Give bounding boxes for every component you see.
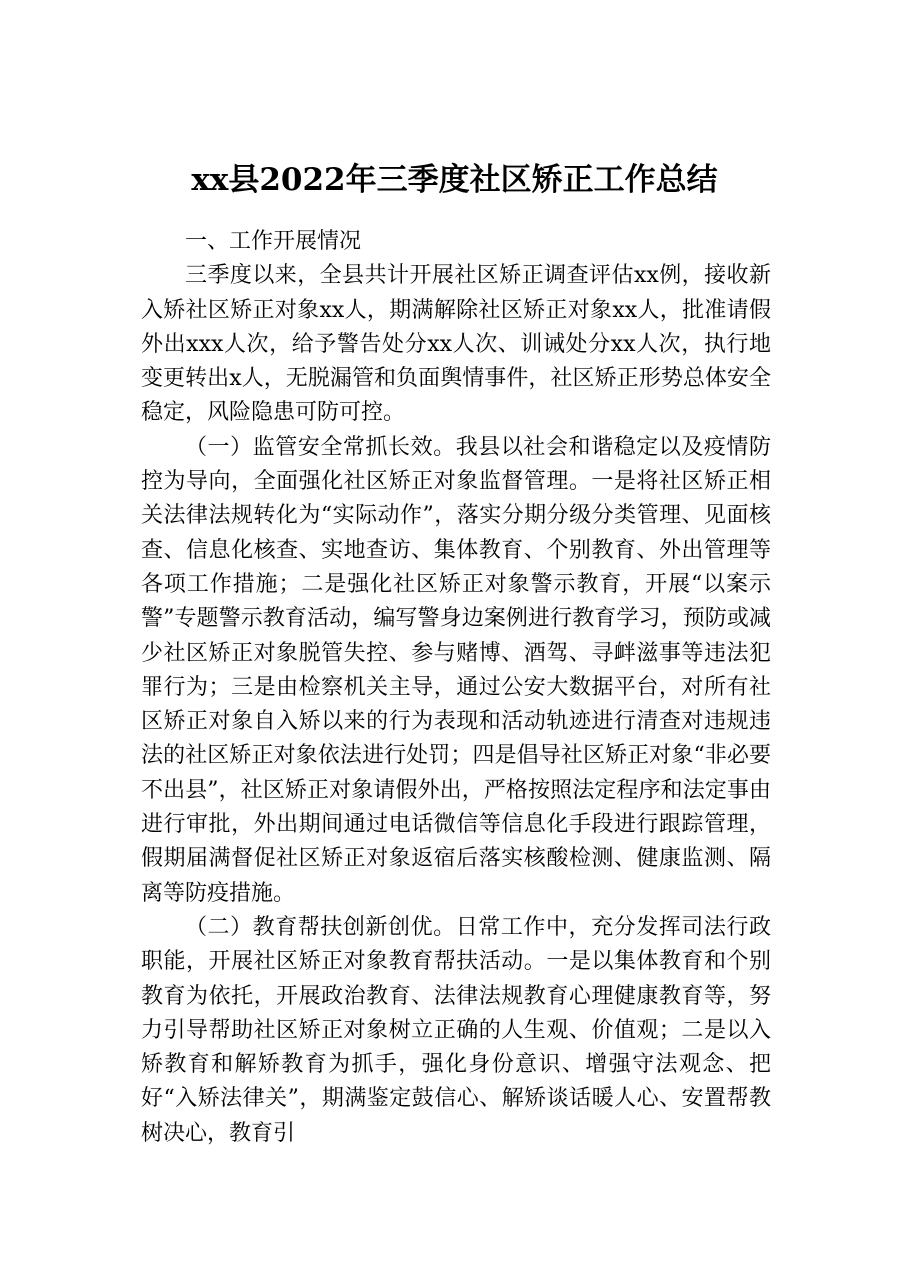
paragraph: （二）教育帮扶创新创优。日常工作中，充分发挥司法行政职能，开展社区矫正对象教育帮扶活动。一是以集体教育和个别教育为依托，开展政治教育、法律法规教育心理健康教育等，努力引导帮助社区矫正对象树立正确的人生观、价值观；二是以入矫教育和解矫教育为抓手，强化身份意识、增强守法观念、把好“入矫法律关”，期满鉴定鼓信心、解矫谈话暖人心、安置帮教树决心，教育引 (141, 914, 771, 1146)
paragraph: 三季度以来，全县共计开展社区矫正调查评估xx例，接收新入矫社区矫正对象xx人，期满解除社区矫正对象xx人，批准请假外出xxx人次，给予警告处分xx人次、训诫处分xx人次，执行地变更转出x人，无脱漏管和负面舆情事件，社区矫正形势总体安全稳定，风险隐患可防可控。 (141, 263, 771, 426)
document-body (141, 225, 771, 1151)
document-title: xx县2022年三季度社区矫正工作总结 (191, 162, 718, 198)
paragraph: （一）监管安全常抓长效。我县以社会和谐稳定以及疫情防控为导向，全面强化社区矫正对象监督管理。一是将社区矫正相关法律法规转化为“实际动作”，落实分期分级分类管理、见面核查、信息化核查、实地查访、集体教育、个别教育、外出管理等各项工作措施；二是强化社区矫正对象警示教育，开展“以案示警”专题警示教育活动，编写警身边案例进行教育学习，预防或减少社区矫正对象脱管失控、参与赌博、酒驾、寻衅滋事等违法犯罪行为；三是由检察机关主导，通过公安大数据平台，对所有社区矫正对象自入矫以来的行为表现和活动轨迹进行清查对违规违法的社区矫正对象依法进行处罚；四是倡导社区矫正对象“非必要不出县”，社区矫正对象请假外出，严格按照法定程序和法定事由进行审批，外出期间通过电话微信等信息化手段进行跟踪管理，假期届满督促社区矫正对象返宿后落实核酸检测、健康监测、隔离等防疫措施。 (141, 434, 771, 906)
section-heading: 一、工作开展情况 (185, 229, 362, 254)
